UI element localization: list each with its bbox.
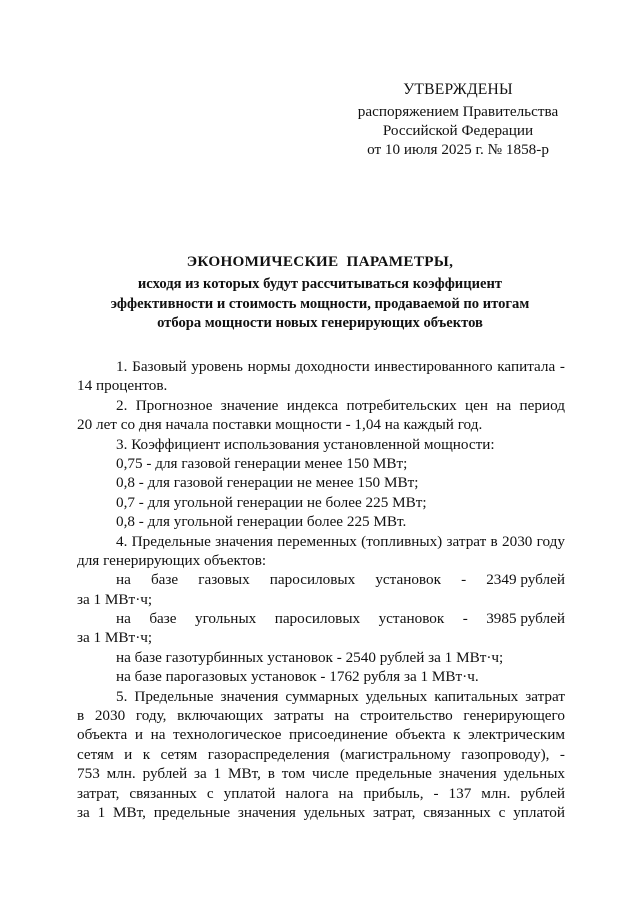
list-item: 0,8 - для угольной генерации более 225 МВт. (116, 513, 407, 531)
approval-heading: УТВЕРЖДЕНЫ (403, 81, 513, 98)
subtitle-line: эффективности и стоимость мощности, продаваемой по итогам (110, 295, 530, 312)
list-item-continuation: за 1 МВт·ч; (77, 590, 153, 608)
paragraph-line: 3. Коэффициент использования установленной мощности: (116, 435, 495, 453)
list-item: 0,7 - для угольной генерации не более 225 МВт; (116, 493, 427, 511)
paragraph-line: за 1 МВт, предельные значения удельных затрат, связанных с уплатой (77, 803, 565, 821)
list-item: на базе парогазовых установок - 1762 рубля за 1 МВт·ч. (116, 668, 479, 686)
approval-line-government: Российской Федерации (382, 122, 534, 139)
document-subtitle (96, 275, 544, 334)
approval-line-date: от 10 июля 2025 г. № 1858-р (367, 141, 549, 158)
paragraph-line: 4. Предельные значения переменных (топливных) затрат в 2030 году (116, 532, 565, 550)
paragraph-line: 20 лет со дня начала поставки мощности - 1,04 на каждый год. (77, 416, 483, 434)
subtitle-line: отбора мощности новых генерирующих объектов (157, 315, 483, 331)
document-body (77, 357, 565, 822)
paragraph-line: в 2030 году, включающих затраты на строительство генерирующего (77, 707, 565, 725)
paragraph-line: сетям и к сетям газораспределения (магистральному газопроводу), - (77, 745, 565, 763)
paragraph-line: 14 процентов. (77, 377, 168, 395)
paragraph-line: 5. Предельные значения суммарных удельных капитальных затрат (116, 687, 565, 705)
document-title: ЭКОНОМИЧЕСКИЕ ПАРАМЕТРЫ, (186, 253, 454, 270)
list-item-coal-steam: на базе угольных паросиловых установок - 3985 рублей (116, 610, 565, 628)
approval-line-decree: распоряжением Правительства (357, 103, 559, 120)
list-item-continuation: за 1 МВт·ч; (77, 629, 153, 647)
paragraph-line: объекта и на технологическое присоединение объекта к электрическим (77, 726, 565, 744)
paragraph-line: для генерирующих объектов: (77, 551, 267, 569)
paragraph-line: 1. Базовый уровень нормы доходности инвестированного капитала - (116, 358, 565, 375)
paragraph-line: 753 млн. рублей за 1 МВт, в том числе предельные значения удельных (77, 765, 565, 783)
list-item: 0,8 - для газовой генерации не менее 150 МВт; (116, 474, 419, 492)
subtitle-line: исходя из которых будут рассчитываться коэффициент (137, 276, 503, 292)
approval-block (340, 80, 576, 159)
list-item-gas-steam: на базе газовых паросиловых установок - 2349 рублей (116, 571, 565, 589)
list-item: 0,75 - для газовой генерации менее 150 МВт; (116, 454, 408, 472)
paragraph-line: затрат, связанных с уплатой налога на прибыль, - 137 млн. рублей (77, 784, 565, 802)
paragraph-line: 2. Прогнозное значение индекса потребительских цен на период (116, 396, 565, 414)
list-item: на базе газотурбинных установок - 2540 рублей за 1 МВт·ч; (116, 648, 504, 666)
